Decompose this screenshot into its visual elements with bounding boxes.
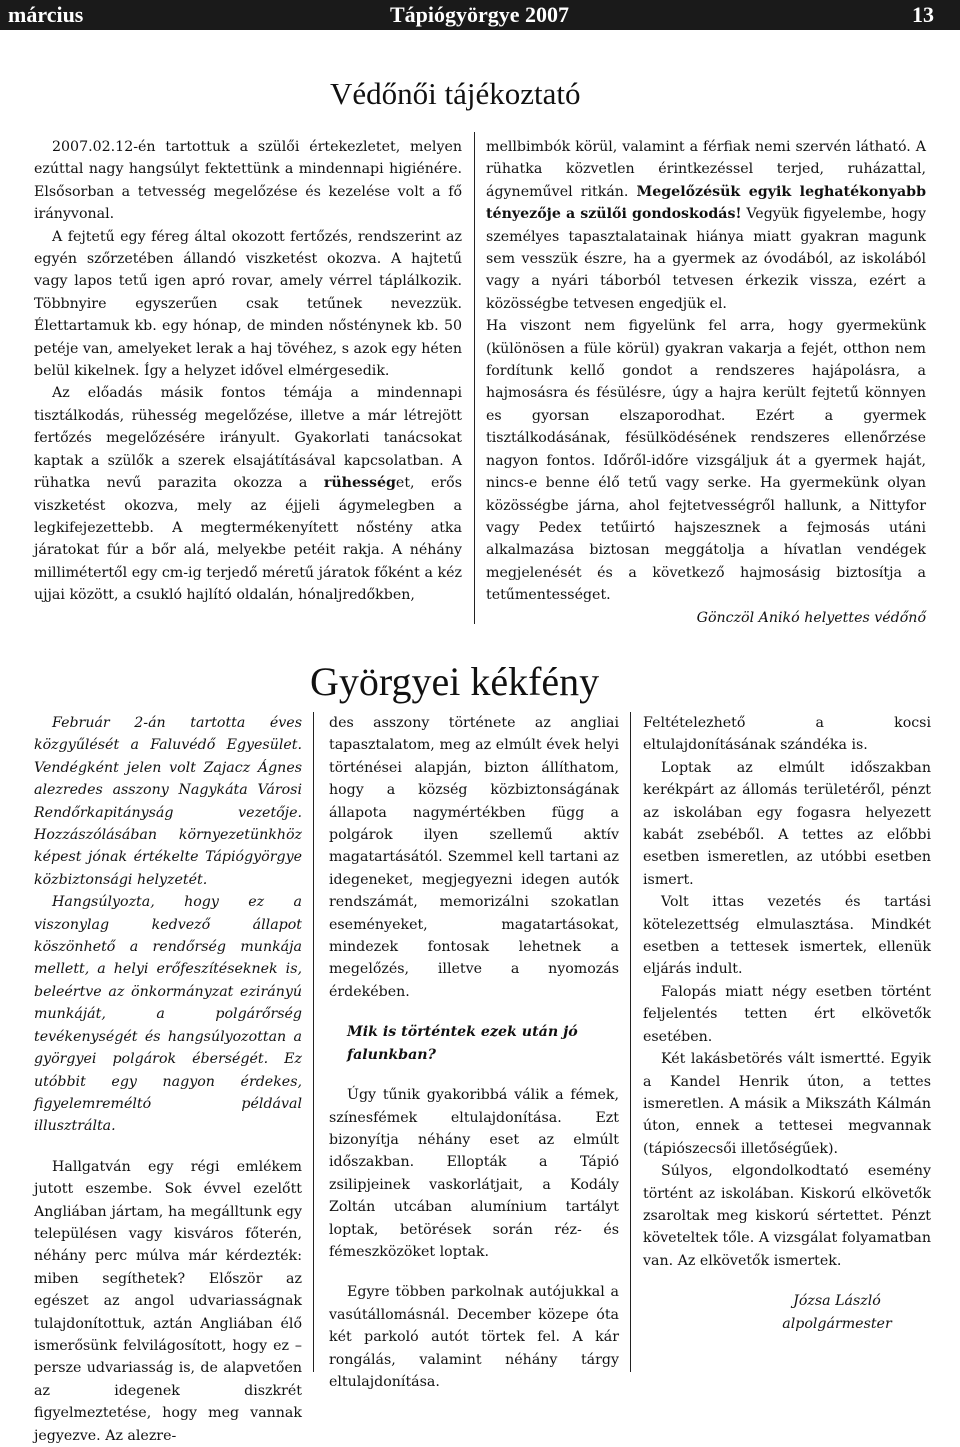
kekfeny-column-2 [329, 712, 619, 1393]
paragraph: Volt ittas vezetés és tartási kötelezettség elmulasztása. Mindkét esetben a tettesek ismertek, ellenük eljárás indult. [643, 894, 931, 978]
column-divider [630, 712, 631, 1372]
paragraph: Két lakásbetörés vált ismertté. Egyik a Kandel Henrik úton, a tettes ismeretlen. A másik a Mikszáth Kálmán úton, ennek a tettesei megvannak (tápiószecsői illetőségűek). [643, 1051, 931, 1157]
paragraph: Úgy tűnik gyakoribbá válik a fémek, színesfémek eltulajdonítása. Ezt bizonyítja néhány eset az elmúlt időszakban. Ellopták a Tápió zsilipjeinek vaskorlátjait, a Kodály Zoltán utcában alumínium tartályt loptak, betörések során réz- és fémeszközöket loptak. [329, 1087, 619, 1260]
vedonoi-right-column [486, 136, 926, 629]
kekfeny-column-1 [34, 712, 302, 1447]
paragraph: Loptak az elmúlt időszakban kerékpárt az állomás területéről, pénzt az iskolában egy fogasra helyezett kabát zsebéből. A tettes az előbbi esetben ismeretlen, az utóbbi esetben ismert. [643, 759, 931, 888]
paragraph: A fejtetű egy féreg által okozott fertőzés, rendszerint az egyén szőrzetében állandó viszketést okozva. A hajtetű vagy lapos tetű igen apró rovar, amely vérrel táplálkozik. Többnyire egyszerűen csak tetűnek nevezzük. Élettartamuk kb. egy hónap, de minden nősténynek kb. 50 petéje van, amelyeket lerak a haj tövéhez, s azok egy héten belül kikelnek. Így a helyzet idővel elmérgesedik. [34, 228, 462, 380]
paragraph: Ha viszont nem figyelünk fel arra, hogy gyermekünk (különösen a füle körül) gyakran vakarja a fejét, otthon nem fordítunk kellő gondot a rendszeres hajápolásra, a hajmosásra és fésülésre, úgy a hajra került fejtetű könnyen es gyorsan elszaporodhat. Ezért a gyermek tisztálkodásának, fésülködésének rendszeres ellenőrzése nagyon fontos. Időről-időre vizsgáljuk át a gyermek haját, nincs-e benne élő tetű vagy serke. Ha gyermekünk olyan közösségbe járna, ahol fejtetvességről hallunk, a Nittyfor vagy Pedex tetűirtó hajszesznek a fejmosás utáni alkalmazása biztosan meggátolja a hívatlan vendégek megjelenését és a következő hajmosásig biztosítja a tetűmentességet. [486, 318, 926, 604]
paragraph: Falopás miatt négy esetben történt feljelentés tetten ért elkövetők esetében. [643, 983, 931, 1045]
page-header [0, 0, 960, 30]
article-title-vedonoi: Védőnői tájékoztató [330, 76, 581, 111]
page-number: 13 [912, 2, 934, 27]
paragraph: des asszony története az angliai tapasztalatom, meg az elmúlt évek helyi történései alapján, bizton állíthatom, hogy a község közbiztonságának állapota nagymértékben függ a polgárok ilyen szellemű aktív magatartásától. Szemmel kell tartani az idegeneket, megjegyezni idegen autók rendszámát, memorizálni szokatlan eseményeket, magatartásokat, mindezek fontosak lehetnek a megelőzés, illetve a nyomozás érdekében. [329, 715, 619, 1000]
paragraph: Hangsúlyozta, hogy ez a viszonylag kedvező állapot köszönhető a rendőrség munkája mellett, a helyi erőfeszítéseknek is, beleértve az önkormányzat ezirányú munkáját, a polgárőrség tevékenységét és hangsúlyozottan a györgyei polgárok éberségét. Ez utóbbit egy nagyon érdekes, figyelemreméltó példával illusztrálta. [34, 894, 302, 1135]
article-title-kekfeny: Györgyei kékfény [310, 659, 600, 704]
signature-title: alpolgármester [782, 1315, 892, 1332]
paragraph: Február 2-án tartotta éves közgyűlését a Faluvédő Egyesület. Vendégként jelen volt Zajacz Ágnes alezredes asszony Nagykáta Városi Rendőrkapitányság vezetője. Hozzászólásában környezetünkhöz képest jónak értékelte Tápiógyörgye közbiztonsági helyzetét. [34, 715, 302, 888]
kekfeny-column-3 [643, 712, 931, 1335]
signature: Gönczöl Anikó helyettes védőnő [696, 609, 926, 626]
paragraph: Az előadás másik fontos témája a mindennapi tisztálkodás, rühesség megelőzése, illetve a már létrejött fertőzés megelőzésére irányult. Gyakorlati tanácsokat kaptak a szülők a szerek elsajátításával kapcsolatban. A rühatka nevű parazita okozza a rühességet, erős viszketést okozva, mely az éjjeli ágymelegben a legkifejezettebb. A megtermékenyített nőstény atka járatokat fúr a bőr alá, melyekbe petéit rakja. A néhány millimétertől egy cm-ig terjedő méretű járatok főként a kéz ujjai között, a csukló hajlító oldalán, hónaljredőkben, [34, 385, 463, 604]
paragraph: Feltételezhető a kocsi eltulajdonításának szándéka is. [643, 715, 931, 754]
paragraph: Súlyos, elgondolkodtató esemény történt az iskolában. Kiskorú elkövetők zsaroltak meg kiskorú sértettet. Pénzt követeltek tőle. A vizsgálat folyamatban van. Az elkövetők ismertek. [643, 1163, 931, 1269]
subheading: Mik is történtek ezek után jó falunkban? [347, 1024, 578, 1063]
highlighted-word: rühesség [323, 475, 396, 492]
signature-name: Józsa László [793, 1293, 881, 1310]
vedonoi-left-column [34, 136, 462, 607]
header-month: március [8, 2, 84, 27]
paragraph: Egyre többen parkolnak autójukkal a vasútállomásnál. December közepe óta két parkoló autót törtek fel. A kár rongálás, valamint néhány tárgy eltulajdonítása. [329, 1284, 619, 1390]
paragraph: Hallgatván egy régi emlékem jutott eszembe. Sok évvel ezelőtt Angliában jártam, ha megálltunk egy településen vagy kisváros főterén, néhány perc múlva már kérdezték: miben segíthetek? Először az egészet az angol udvariasságnak tulajdonítottuk, aztán Angliában élő ismerősünk felvilágosított, hogy ez – persze udvariasság is, de alapvetően az idegenek diszkrét figyelmeztetése, hogy meg vannak jegyezve. Az alezre- [34, 1158, 302, 1444]
header-title: Tápiógyörgye 2007 [390, 2, 570, 27]
emphasis: Megelőzésük egyik leghatékonyabb tényezője a szülői gondoskodás! [486, 183, 926, 223]
column-divider [474, 132, 475, 624]
column-divider [313, 712, 314, 1372]
paragraph: mellbimbók körül, valamint a férfiak nemi szervén látható. A rühatka közvetlen érintkezéssel terjed, ruházattal, ágyneművel ritkán. Megelőzésük egyik leghatékonyabb tényezője a szülői gondoskodás! Vegyük figyelembe, hogy személyes tapasztalatainak hiánya miatt gyakran magunk sem vesszük észre, ha a gyermek az óvodából, az iskolából vagy a nyári táborból tetvesen érkezik vissza, ezért a közösségbe tetvesen engedjük el. [486, 139, 926, 312]
paragraph: 2007.02.12-én tartottuk a szülői értekezletet, melyen ezúttal nagy hangsúlyt fektettünk a mindennapi higiénére. Elsősorban a tetvesség megelőzése és kezelése volt a fő irányvonal. [34, 139, 462, 223]
